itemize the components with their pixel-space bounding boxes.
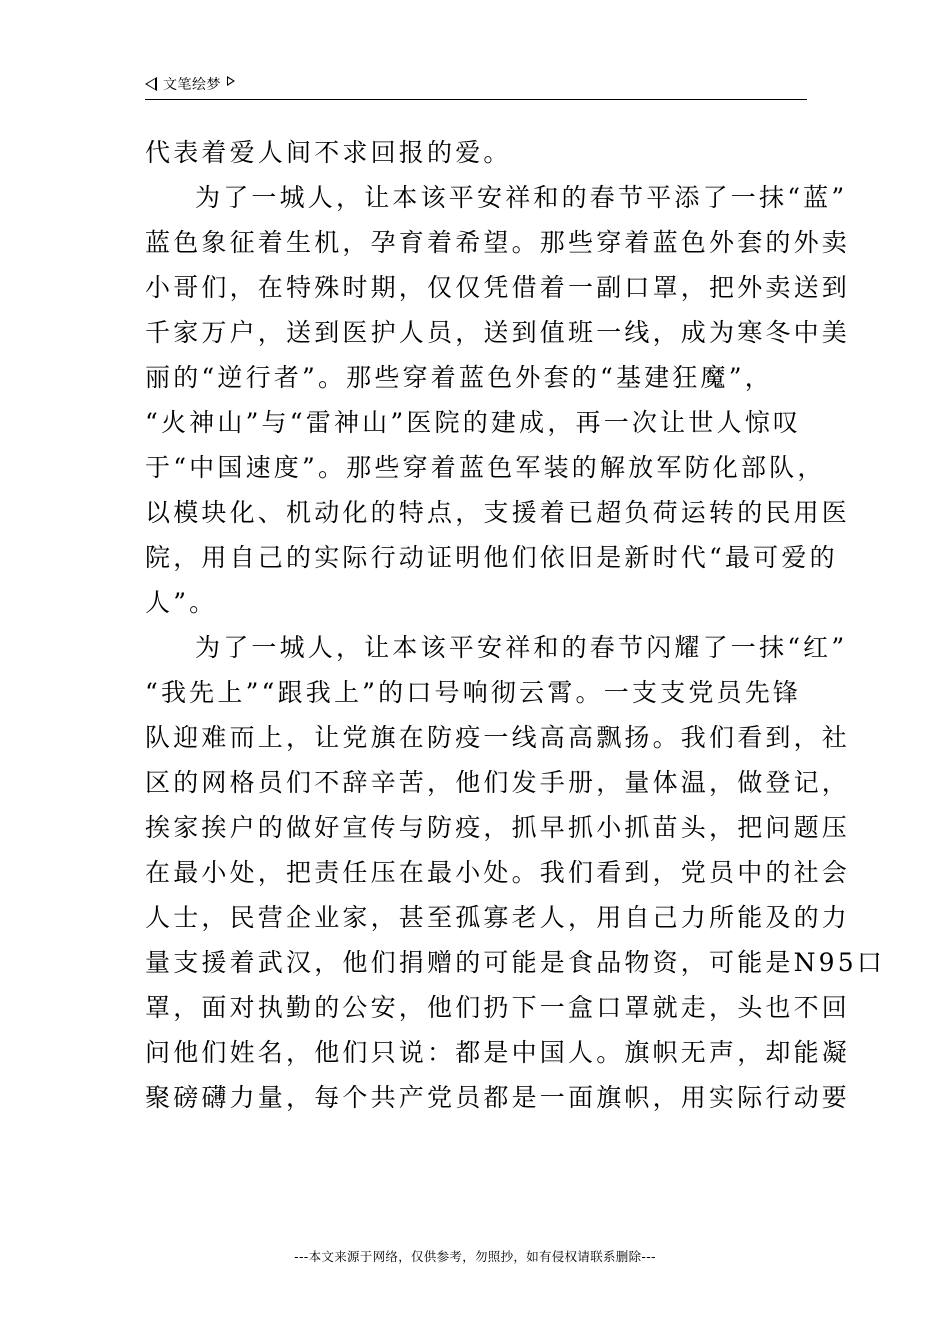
body-line: 区的网格员们不辞辛苦，他们发手册，量体温，做登记， [145, 768, 851, 797]
page-header [145, 72, 807, 100]
body-line: 队迎难而上，让党旗在防疫一线高高飘扬。我们看到，社 [145, 723, 851, 752]
body-line: 量支援着武汉，他们捐赠的可能是食品物资，可能是N95口 [145, 948, 886, 977]
body-line: 千家万户，送到医护人员，送到值班一线，成为寒冬中美 [145, 318, 851, 347]
body-line: 人士，民营企业家，甚至孤寡老人，用自己力所能及的力 [145, 903, 851, 932]
body-line: 丽的“逆行者”。那些穿着蓝色外套的“基建狂魔”， [145, 363, 773, 392]
triangle-left-icon [145, 77, 157, 91]
body-line: 以模块化、机动化的特点，支援着已超负荷运转的民用医 [145, 498, 851, 527]
body-line: 小哥们，在特殊时期，仅仅凭借着一副口罩，把外卖送到 [145, 273, 851, 302]
triangle-right-icon [227, 76, 235, 86]
body-line: “我先上”“跟我上”的口号响彻云霄。一支支党员先锋 [145, 678, 802, 707]
header-inner [145, 74, 235, 94]
body-line: 院，用自己的实际行动证明他们依旧是新时代“最可爱的 [145, 543, 838, 572]
body-line: 聚磅礴力量，每个共产党员都是一面旗帜，用实际行动要 [145, 1083, 851, 1112]
body-line: 为了一城人，让本该平安祥和的春节平添了一抹“蓝” [195, 183, 848, 212]
body-line: 于“中国速度”。那些穿着蓝色军装的解放军防化部队， [145, 453, 826, 482]
body-line: “火神山”与“雷神山”医院的建成，再一次让世人惊叹 [145, 408, 802, 437]
body-line: 挨家挨户的做好宣传与防疫，抓早抓小抓苗头，把问题压 [145, 813, 851, 842]
body-line: 蓝色象征着生机，孕育着希望。那些穿着蓝色外套的外卖 [145, 228, 851, 257]
body-line: 代表着爱人间不求回报的爱。 [145, 138, 512, 167]
footer-disclaimer: ---本文来源于网络，仅供参考，勿照抄，如有侵权请联系删除--- [294, 1249, 656, 1264]
body-line: 为了一城人，让本该平安祥和的春节闪耀了一抹“红” [195, 633, 848, 662]
header-title: 文笔绘梦 [163, 77, 221, 93]
body-line: 人”。 [145, 588, 218, 617]
body-line: 问他们姓名，他们只说：都是中国人。旗帜无声，却能凝 [145, 1038, 851, 1067]
document-body [145, 130, 886, 1120]
body-line: 罩，面对执勤的公安，他们扔下一盒口罩就走，头也不回 [145, 993, 851, 1022]
body-line: 在最小处，把责任压在最小处。我们看到，党员中的社会 [145, 858, 851, 887]
